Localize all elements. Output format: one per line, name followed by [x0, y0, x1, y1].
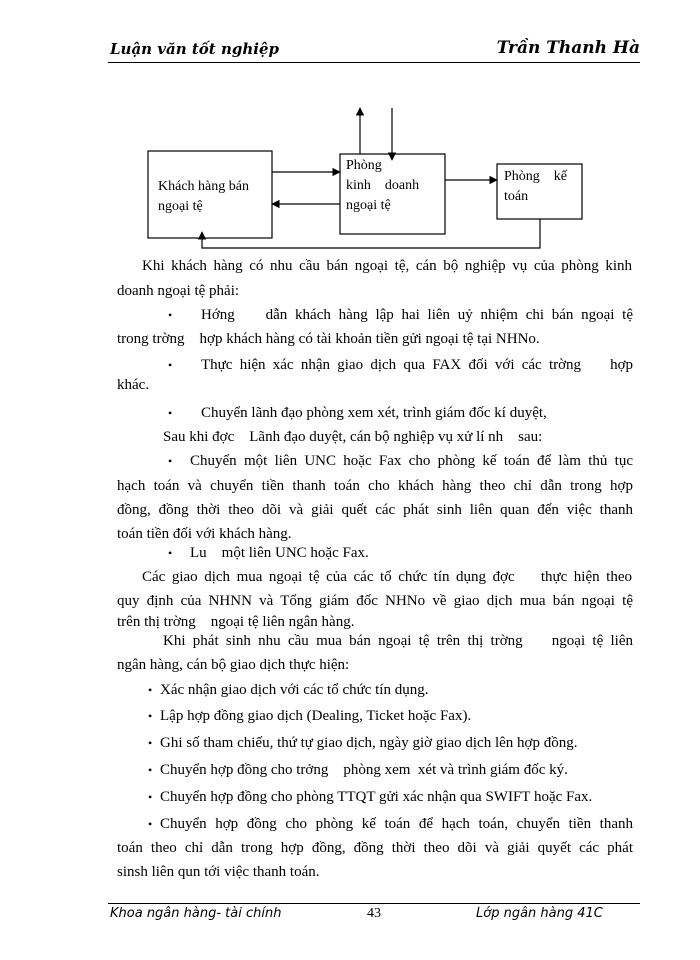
list-item: Chuyển hợp đồng cho phòng TTQT gửi xác nhận qua SWIFT hoặc Fax. [160, 789, 593, 805]
bullet-icon: • [168, 358, 173, 372]
bullet-icon: • [148, 790, 153, 804]
header-title-left: Luận văn tốt nghiệp [110, 40, 279, 58]
list-item: sinsh liên qun tới việc thanh toán. [117, 864, 320, 880]
bullet-line: trong trờng hợp khách hàng có tài khoản tiền gửi ngoại tệ tại NHNo. [117, 331, 540, 347]
bullet-line: Hớng dẫn khách hàng lập hai liên uỷ nhiệm chi bán ngoại tệ [201, 307, 633, 323]
bullet-icon: • [168, 406, 173, 420]
bullet-icon: • [168, 546, 173, 560]
paragraph-line: trên thị trờng ngoại tệ liên ngân hàng. [117, 614, 355, 630]
footer-class: Lớp ngân hàng 41C [476, 906, 603, 921]
paragraph-line: Sau khi đợc Lãnh đạo duyệt, cán bộ nghiệp vụ xử lí nh sau: [163, 429, 543, 445]
footer-rule [108, 903, 640, 904]
bullet-icon: • [148, 736, 153, 750]
bullet-line: Chuyển lãnh đạo phòng xem xét, trình giám đốc kí duyệt, [201, 405, 547, 421]
bullet-icon: • [148, 683, 153, 697]
list-item: Lập hợp đồng giao dịch (Dealing, Ticket hoặc Fax). [160, 708, 472, 724]
box-business-line: Phòng [346, 158, 382, 173]
bullet-line: Lu một liên UNC hoặc Fax. [190, 545, 369, 561]
footer-faculty: Khoa ngân hàng- tài chính [110, 906, 282, 921]
bullet-icon: • [148, 709, 153, 723]
box-business-line: kinh doanh [346, 178, 420, 193]
paragraph-line: Các giao dịch mua ngoại tệ của các tổ chức tín dụng đợc thực hiện theo [142, 569, 632, 585]
list-item: Chuyển hợp đồng cho phòng kế toán để hạch toán, chuyển tiền thanh [160, 816, 633, 832]
box-accounting-label [504, 167, 567, 207]
list-item: Chuyển hợp đồng cho trởng phòng xem xét và trình giám đốc ký. [160, 762, 568, 778]
list-item: Xác nhận giao dịch với các tổ chức tín dụng. [160, 682, 429, 698]
bullet-icon: • [148, 817, 153, 831]
paragraph-line: doanh ngoại tệ phải: [117, 283, 240, 299]
bullet-icon: • [168, 454, 173, 468]
paragraph-line: Khi phát sinh nhu cầu mua bán ngoại tệ trên thị trờng ngoại tệ liên [163, 633, 633, 649]
bullet-line: Chuyển một liên UNC hoặc Fax cho phòng kế toán để làm thủ tục [190, 453, 633, 469]
paragraph-line: Khi khách hàng có nhu cầu bán ngoại tệ, cán bộ nghiệp vụ của phòng kinh [142, 258, 632, 274]
flow-diagram [0, 0, 700, 260]
bullet-line: đồng, đồng thời theo dõi và giải quết các phát sinh liên quan đến việc thanh [117, 502, 633, 518]
box-customer-line: Khách hàng bán [158, 179, 249, 194]
list-item: toán theo chỉ dẫn trong hợp đồng, đồng thời theo dõi và giải quyết các phát [117, 840, 633, 856]
box-accounting-line: Phòng kế [504, 169, 567, 184]
header-author-right: Trần Thanh Hà [496, 38, 640, 58]
box-accounting-line: toán [504, 189, 529, 204]
bullet-icon: • [168, 308, 173, 322]
list-item: Ghi số tham chiếu, thứ tự giao dịch, ngày giờ giao dịch lên hợp đồng. [160, 735, 578, 751]
box-customer-label [158, 177, 249, 217]
paragraph-line: ngân hàng, cán bộ giao dịch thực hiện: [117, 657, 350, 673]
bullet-line: khác. [117, 377, 150, 393]
box-business-line: ngoại tệ [346, 198, 391, 213]
bullet-line: hạch toán và chuyển tiền thanh toán cho khách hàng theo chỉ dẫn trong hợp [117, 478, 633, 494]
box-customer-line: ngoại tệ [158, 199, 203, 214]
bullet-line: Thực hiện xác nhận giao dịch qua FAX đối với các trờng hợp [201, 357, 633, 373]
bullet-line: toán tiền đối với khách hàng. [117, 526, 292, 542]
page-number: 43 [367, 906, 381, 921]
box-business-label [346, 156, 419, 216]
paragraph-line: quy định của NHNN và Tổng giám đốc NHNo về giao dịch mua bán ngoại tệ [117, 593, 633, 609]
bullet-icon: • [148, 763, 153, 777]
